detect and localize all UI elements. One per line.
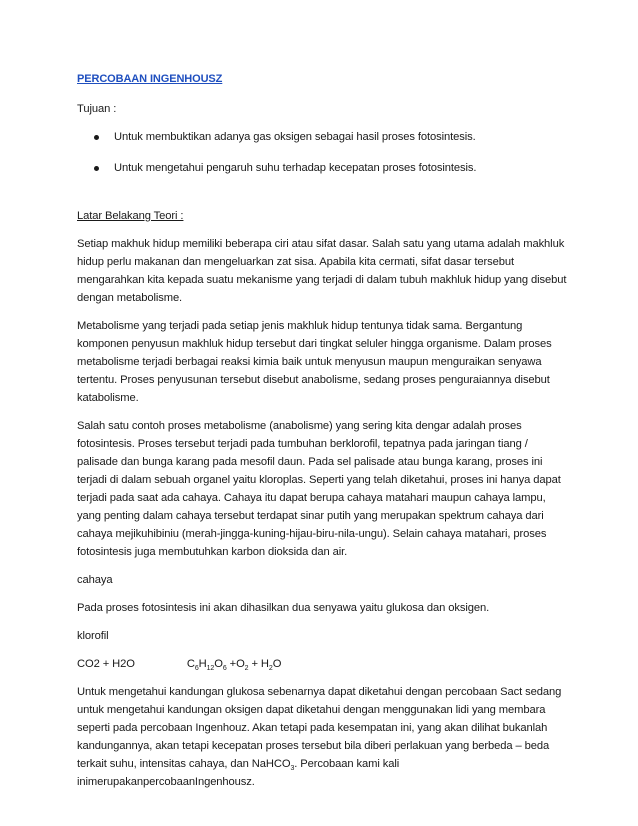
final-paragraph: Untuk mengetahui kandungan glukosa sebenarnya dapat diketahui dengan percobaan Sact sedang untuk mengetahui kandungan oksigen dapat diketahui dengan menggunakan lidi yang membara seperti pada percobaan Ingenhouz. Akan tetapi pada kesempatan ini, yang akan dilihat bukanlah kandungannya, akan tetapi kecepatan proses tersebut bila diberi perlakuan yang berbeda – beda terkait suhu, intensitas cahaya, dan NaHCO$_3$. Percobaan kami kali inimerupakanpercobaanIngenhousz. (77, 686, 562, 788)
document-title: PERCOBAAN INGENHOUSZ (77, 73, 223, 85)
klorofil-word: klorofil (77, 630, 109, 642)
paragraph: Metabolisme yang terjadi pada setiap jenis makhluk hidup tentunya tidak sama. Bergantung komponen penyusun makhluk hidup tersebut dari tingkat seluler hingga organisme. Dalam proses metabolisme terjadi berbagai reaksi kimia baik untuk menyusun maupun menguraikan senyawa tertentu. Proses penyusunan tersebut disebut anabolisme, sedang proses penguraiannya disebut katabolisme. (77, 320, 552, 404)
cahaya-word: cahaya (77, 574, 113, 586)
formula-reactants: CO2 + H2O (77, 658, 135, 670)
formula-products: $C_6H_{12}O_6 +O_2 + H_2O$ (186, 658, 282, 673)
document-body (77, 70, 567, 801)
fotosintesis-sentence: Pada proses fotosintesis ini akan dihasilkan dua senyawa yaitu glukosa dan oksigen. (77, 602, 490, 614)
latar-belakang-label: Latar Belakang Teori : (77, 210, 184, 222)
photosynthesis-formula (77, 655, 567, 673)
paragraph: Setiap makhuk hidup memiliki beberapa ciri atau sifat dasar. Salah satu yang utama adalah makhluk hidup perlu makanan dan mengeluarkan zat sisa. Apabila kita cermati, sifat dasar tersebut mengarahkan kita kepada suatu mekanisme yang terjadi di dalam tubuh makhluk hidup yang disebut dengan metabolisme. (77, 238, 567, 304)
tujuan-list (77, 128, 567, 177)
tujuan-label: Tujuan : (77, 103, 117, 115)
list-item: Untuk membuktikan adanya gas oksigen sebagai hasil proses fotosintesis. (77, 128, 567, 146)
paragraph: Salah satu contoh proses metabolisme (anabolisme) yang sering kita dengar adalah proses fotosintesis. Proses tersebut terjadi pada tumbuhan berklorofil, tepatnya pada jaringan tiang / palisade dan bunga karang pada mesofil daun. Pada sel palisade atau bunga karang, proses ini terjadi di dalam sebuah organel yaitu kloroplas. Seperti yang telah diketahui, proses ini hanya dapat terjadi pada saat ada cahaya. Cahaya itu dapat berupa cahaya matahari maupun cahaya lampu, yang penting dalam cahaya tersebut terdapat sinar putih yang merupakan spektrum cahaya dari cahaya mejikuhibiniu (merah-jingga-kuning-hijau-biru-nila-ungu). Selain cahaya matahari, proses fotosintesis juga membutuhkan karbon dioksida dan air. (77, 420, 561, 558)
list-item: Untuk mengetahui pengaruh suhu terhadap kecepatan proses fotosintesis. (77, 159, 567, 177)
